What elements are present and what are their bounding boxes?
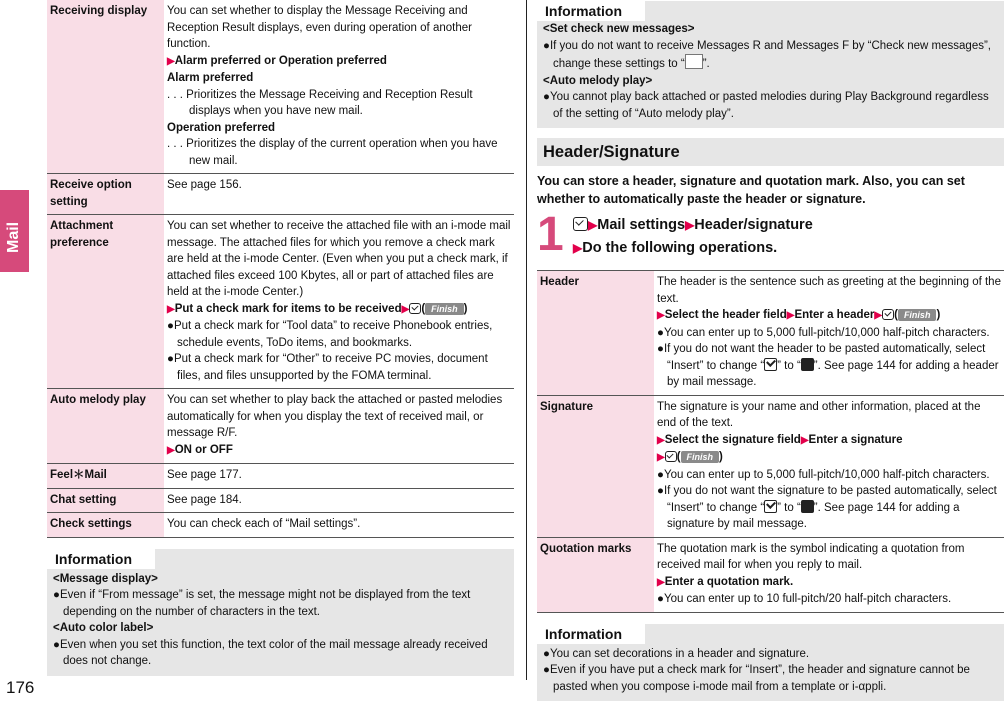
setting-value: See page 177. [164,464,514,489]
table-row [47,513,514,538]
info-subheading: <Auto melody play> [543,73,998,90]
unchecked-box-icon [801,500,814,513]
description: You can set whether to play back the attached or pasted melodies automatically for when you display the text of received mail, or message R/F. [167,392,511,442]
setting-value: The header is the sentence such as greeting at the beginning of the text. ▶Select the header field▶Enter a header▶ ( Finish ) ●You can enter up to 5,000 full-pitch/10,000 half-pitch characters. ●If you do not want the header to be pasted automatically, select “Insert” to change “ ” to “ ”. See page 144 for adding a header by mail message. [654,271,1004,396]
blank-checkbox-icon [685,54,703,69]
command-line: ▶Select the signature field▶Enter a signature [657,432,1001,450]
info-subheading: <Message display> [53,571,508,588]
table-row [47,464,514,489]
command-text: Put a check mark for items to be received [175,303,402,315]
setting-value: The signature is your name and other information, placed at the end of the text. ▶Select the signature field▶Enter a signature ▶ ( Finish ) ●You can enter up to 5,000 full-pitch/10,000 half-pitch characters. ●If you do not want the signature to be pasted automatically, select “Insert” to change “ ” to “ ”. See page 144 for adding a signature by mail message. [654,395,1004,537]
option-label: Operation preferred [167,120,511,137]
information-header: Information [537,624,645,644]
option-label: Alarm preferred [167,70,511,87]
command-line: ▶Enter a quotation mark. [657,574,1001,592]
command-text: Alarm preferred or Operation preferred [175,55,387,67]
option-desc: . . . Prioritizes the display of the current operation when you have new mail. [167,136,511,169]
bullet: ●Even if you have put a check mark for “Insert”, the header and signature cannot be pasted when you compose i-mode mail from a template or i-αppli. [543,662,998,695]
bullet: ●Put a check mark for “Tool data” to receive Phonebook entries, schedule events, ToDo items, and bookmarks. [167,318,511,351]
side-tab [0,190,29,272]
bullet: ●You can enter up to 5,000 full-pitch/10,000 half-pitch characters. [657,467,1001,484]
mail-key-icon [409,303,421,314]
right-column [537,0,1004,701]
finish-softkey: Finish [425,303,464,315]
bullet: ●You can set decorations in a header and signature. [543,646,998,663]
setting-key: Signature [537,395,654,537]
setting-key: Feel＊Mail [47,464,164,489]
setting-value: You can check each of “Mail settings”. [164,513,514,538]
mail-key-icon [882,309,894,320]
setting-key: Quotation marks [537,537,654,612]
step-1 [537,214,1004,268]
page-number: 176 [6,678,34,698]
bullet: ●If you do not want the header to be pasted automatically, select “Insert” to change “ ” to “ ”. See page 144 for adding a header by mail message. [657,341,1001,391]
bullet: ●If you do not want to receive Messages R and Messages F by “Check new messages”, change these settings to “ ”. [543,38,998,73]
table-row [537,271,1004,396]
bullet: ●Even when you set this function, the text color of the mail message already received does not change. [53,637,508,670]
setting-value [164,215,514,389]
table-row [47,174,514,215]
setting-key: Header [537,271,654,396]
setting-key: Receiving display [47,0,164,174]
column-divider [526,0,527,680]
information-box [537,623,1004,701]
option-desc: . . . Prioritizes the Message Receiving and Reception Result displays when you have new mail. [167,87,511,120]
command-line: ▶Select the header field▶Enter a header▶ ( Finish ) [657,307,1001,325]
setting-value: See page 156. [164,174,514,215]
step-line: ▶Mail settings▶Header/signature [573,214,813,237]
setting-value [164,389,514,464]
bullet: ●You cannot play back attached or pasted melodies during Play Background regardless of the setting of “Auto melody play”. [543,89,998,122]
command-line: ▶ON or OFF [167,442,511,460]
header-signature-table [537,270,1004,613]
command-line: ▶ ( Finish ) [657,449,1001,467]
setting-key: Attachment preference [47,215,164,389]
table-row [47,488,514,513]
intro-text: You can store a header, signature and quotation mark. Also, you can set whether to automatically paste the header or signature. [537,172,1004,208]
unchecked-box-icon [801,358,814,371]
setting-key: Receive option setting [47,174,164,215]
setting-value [164,0,514,174]
command-line: ▶Put a check mark for items to be received▶ ( Finish ) [167,301,511,319]
table-row [47,215,514,389]
bullet: ●Put a check mark for “Other” to receive PC movies, document files, and files unsupported by the FOMA terminal. [167,351,511,384]
information-header: Information [537,1,645,21]
setting-key: Chat setting [47,488,164,513]
table-row [537,395,1004,537]
table-row [47,0,514,174]
checked-box-icon [764,358,777,371]
command-line: ▶Alarm preferred or Operation preferred [167,53,511,71]
mail-key-icon [665,451,677,462]
information-header: Information [47,549,155,569]
mail-settings-table [47,0,514,538]
bullet: ●You can enter up to 5,000 full-pitch/10,000 half-pitch characters. [657,325,1001,342]
setting-key: Check settings [47,513,164,538]
section-title: Header/Signature [537,143,680,161]
bullet: ●You can enter up to 10 full-pitch/20 half-pitch characters. [657,591,1001,608]
finish-softkey: Finish [681,451,720,463]
table-row [537,537,1004,612]
description: You can set whether to display the Message Receiving and Reception Result displays, even during operation of another function. [167,3,511,53]
side-tab-label: Mail [4,222,24,253]
table-row [47,389,514,464]
bullet: ●If you do not want the signature to be pasted automatically, select “Insert” to change “ ” to “ ”. See page 144 for adding a signature by mail message. [657,483,1001,533]
step-number: 1 [537,210,564,260]
step-line: ▶Do the following operations. [573,237,777,260]
finish-softkey: Finish [898,309,937,321]
checked-box-icon [764,500,777,513]
information-box [47,548,514,676]
command-text: ON or OFF [175,444,233,456]
setting-value: See page 184. [164,488,514,513]
mail-key-icon [573,217,588,231]
setting-key: Auto melody play [47,389,164,464]
description: You can set whether to receive the attached file with an i-mode mail message. The attached files for which you remove a check mark are held at the i-mode Center. (Even when you put a check mark, if attached files exceed 100 Kbytes, all or part of attached files are held at the i-mode Center.) [167,218,511,301]
section-header [537,138,1004,166]
bullet: ●Even if “From message” is set, the message might not be displayed from the text depending on the number of characters in the text. [53,587,508,620]
info-subheading: <Set check new messages> [543,21,998,38]
information-box [537,0,1004,128]
left-column [47,0,514,676]
setting-value: The quotation mark is the symbol indicating a quotation from received mail for when you reply to mail. ▶Enter a quotation mark. ●You can enter up to 10 full-pitch/20 half-pitch characters. [654,537,1004,612]
info-subheading: <Auto color label> [53,620,508,637]
